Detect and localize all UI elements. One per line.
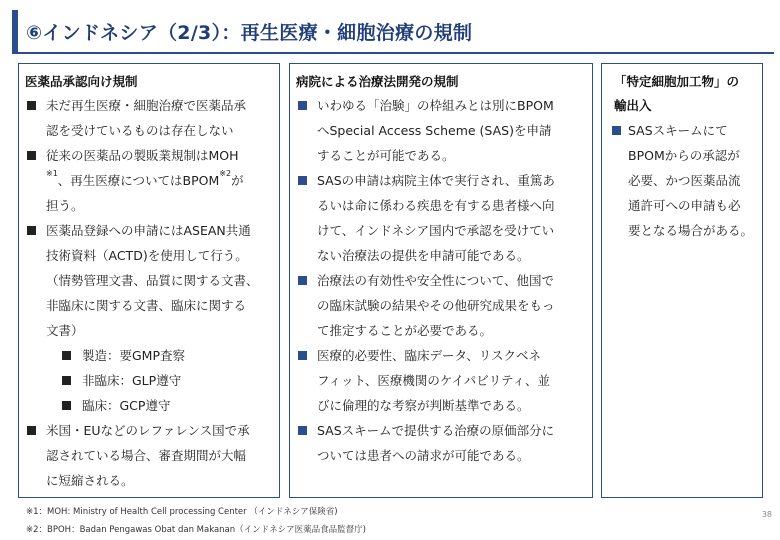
cell-product-heading-line: 輸出入 [614, 98, 652, 113]
col3-text-line: 通許可への申請も必 [628, 198, 741, 213]
col2-text-line: いわゆる「治験」の枠組みとは別にBPOM [317, 98, 554, 113]
hospital-therapy-regulation-box [289, 63, 593, 498]
col3-text-line: 要となる場合がある。 [628, 223, 754, 238]
col2-text-line: けて、インドネシア国内で承認を受けてい [317, 223, 555, 238]
col1-text-line: （情勢管理文書、品質に関する文書、 [46, 273, 259, 288]
col2-text-line: へSpecial Access Scheme (SAS)を申請 [317, 123, 552, 138]
footnote-moh: ※1：MOH: Ministry of Health Cell processing Center （インドネシア保険省) [26, 507, 338, 517]
bullet-icon [298, 351, 307, 360]
col1-text-line: 文書） [46, 323, 84, 338]
col2-text-line: 医療的必要性、臨床データ、リスクベネ [317, 348, 542, 363]
sub-item-gcp: 臨床：GCP遵守 [82, 398, 171, 413]
bullet-icon [298, 426, 307, 435]
footnote-bpom: ※2：BPOH：Badan Pengawas Obat dan Makanan（インドネシア医薬品食品監督庁) [26, 525, 366, 535]
col3-text-line: SASスキームにて [628, 123, 728, 138]
col1-text-line: に短縮される。 [46, 473, 134, 488]
col1-text-line: 技術資料（ACTD)を使用して行う。 [46, 248, 248, 263]
col1-text-fragment: が [231, 173, 244, 188]
cell-product-heading-line: 「特定細胞加工物」の [614, 74, 740, 89]
sub-item-gmp: 製造：要GMP査察 [82, 348, 186, 363]
col2-text-line: びに倫理的な考察が判断基準である。 [317, 398, 530, 413]
col3-text-line: 必要、かつ医薬品流 [628, 173, 741, 188]
bullet-icon [27, 151, 36, 160]
col2-text-line: SASスキームで提供する治療の原価部分に [317, 423, 555, 438]
drug-approval-regulation-box [18, 63, 280, 498]
col1-text-line: 未だ再生医療・細胞治療で医薬品承 [46, 98, 247, 113]
title-accent-bar [12, 10, 18, 52]
col2-text-line: の臨床試験の結果やその他研究成果をもっ [317, 298, 555, 313]
footnote-ref-2: ※2 [219, 169, 232, 178]
drug-approval-heading: 医薬品承認向け規制 [25, 74, 138, 89]
bullet-icon [27, 226, 36, 235]
col1-text-line: 従来の医薬品の製販業規制はMOH [46, 148, 239, 163]
specified-cell-product-box [601, 63, 763, 498]
sub-bullet-icon [62, 351, 71, 360]
col2-text-line: ない治療法の提供を申請可能である。 [317, 248, 530, 263]
footnote-ref-1: ※1 [46, 169, 58, 178]
col2-text-line: フィット、医療機関のケイパビリティ、並 [317, 373, 551, 388]
col2-text-line: て推定することが必要である。 [317, 323, 493, 338]
sub-item-glp: 非臨床：GLP遵守 [82, 373, 182, 388]
sub-bullet-icon [62, 376, 71, 385]
bullet-icon [27, 101, 36, 110]
col3-text-line: BPOMからの承認が [628, 148, 740, 163]
bullet-icon [298, 276, 307, 285]
col2-text-line: SASの申請は病院主体で実行され、重篤あ [317, 173, 555, 188]
col1-text-line: 米国・EUなどのレファレンス国で承 [46, 423, 250, 438]
col1-text-line: 担う。 [46, 198, 84, 213]
col1-text-line: 認されている場合、審査期間が大幅 [46, 448, 247, 463]
col2-text-line: することが可能である。 [317, 148, 455, 163]
bullet-icon [298, 176, 307, 185]
page-number: 38 [761, 510, 772, 519]
col2-text-line: 治療法の有効性や安全性について、他国で [317, 273, 555, 288]
cell-product-heading [614, 70, 739, 118]
col1-text-line: 認を受けているものは存在しない [46, 123, 234, 138]
bullet-icon [612, 126, 621, 135]
col1-text-fragment: 、再生医療についてはBPOM [57, 173, 220, 188]
bullet-icon [27, 426, 36, 435]
title-underline [12, 52, 774, 54]
col2-text-line: るいは命に係わる疾患を有する患者様へ向 [317, 198, 555, 213]
bullet-icon [298, 101, 307, 110]
sub-bullet-icon [62, 401, 71, 410]
col1-text-line: 非臨床に関する文書、臨床に関する [46, 298, 247, 313]
col1-text-line: 医薬品登録への申請にはASEAN共通 [46, 223, 251, 238]
col2-text-line: ついては患者への請求が可能である。 [317, 448, 530, 463]
col1-text-line [46, 168, 244, 193]
page-title: ⑥インドネシア（2/3）：再生医療・細胞治療の規制 [26, 22, 473, 44]
hospital-therapy-heading: 病院による治療法開発の規制 [296, 74, 459, 89]
